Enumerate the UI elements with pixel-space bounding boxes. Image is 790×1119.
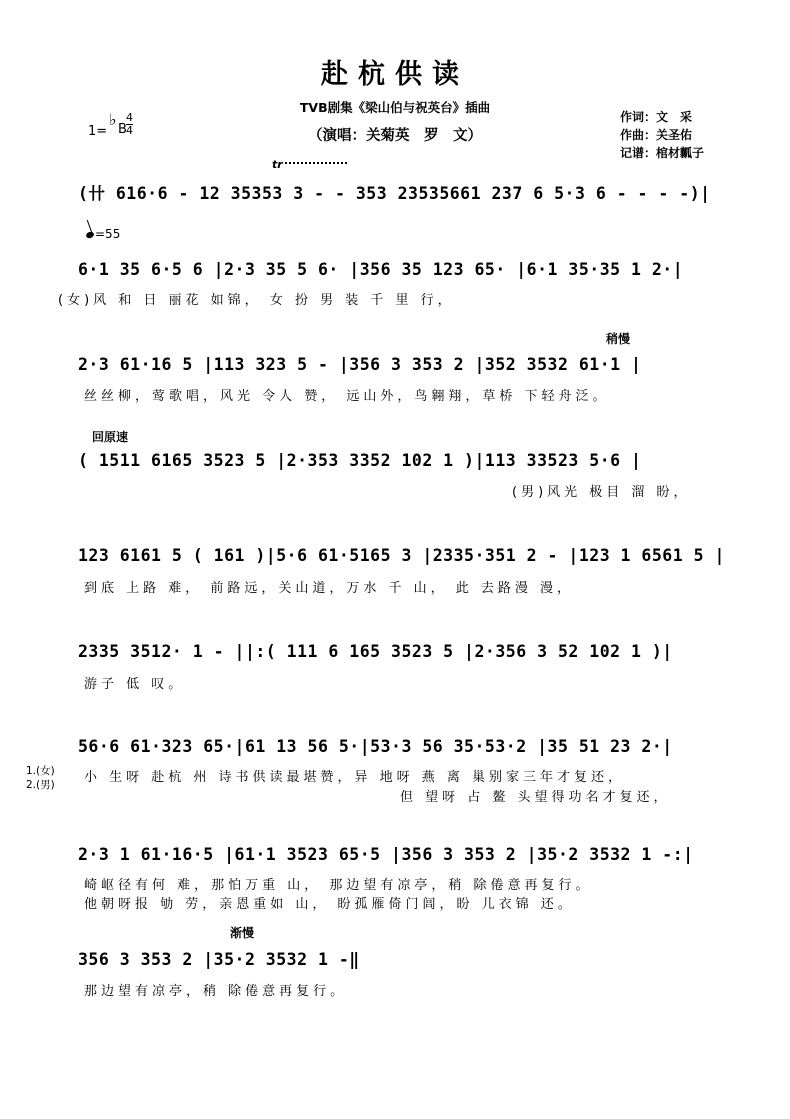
score-line-4: ( 1511 6165 3523 5 |2·353 3352 102 1 )|113 33523 5·6 | xyxy=(78,451,642,470)
lyric-line-7a: 小 生呀 赴杭 州 诗书供读最堪赞，异 地呀 燕 离 巢别家三年才复还， xyxy=(84,770,626,785)
lyric-line-8a: 崎岖径有何 难，那怕万重 山， 那边望有凉亭，稍 除倦意再复行。 xyxy=(84,878,593,893)
score-line-6: 2335 3512· 1 - ||:( 111 6 165 3523 5 |2·356 3 52 102 1 )| xyxy=(78,642,673,661)
lyricist-credit: 作词：文 采 xyxy=(620,110,693,124)
lyric-line-3: 丝丝柳，莺歌唱，风光 令人 赞， 远山外，鸟翱翔，草桥 下轻舟泛。 xyxy=(84,389,610,404)
score-line-2: 6·1 35 6·5 6 |2·3 35 5 6· |356 35 123 65· |6·1 35·35 1 2·| xyxy=(78,260,684,279)
rit-marking-2: 渐慢 xyxy=(230,926,255,940)
key-signature xyxy=(88,110,133,139)
key-label: 1= xyxy=(88,124,108,139)
singers-credit: （演唱：关菊英 罗 文） xyxy=(308,128,482,144)
voice-label-female: 1.(女) xyxy=(26,765,55,777)
song-subtitle: TVB剧集《梁山伯与祝英台》插曲 xyxy=(299,100,491,115)
song-title: 赴杭供读 xyxy=(321,59,469,90)
lyric-line-4: (男)风光 极目 溜 盼， xyxy=(512,485,691,500)
composer-credit: 作曲：关圣佑 xyxy=(620,128,693,142)
score-line-3: 2·3 61·16 5 |113 323 5 - |356 3 353 2 |352 3532 61·1 | xyxy=(78,355,642,374)
lyric-line-5: 到底 上路 难， 前路远，关山道，万水 千 山， 此 去路漫 漫， xyxy=(84,581,575,596)
flat-sign: ♭ xyxy=(109,110,117,129)
a-tempo-marking: 回原速 xyxy=(92,430,129,444)
time-beats: 4 xyxy=(126,111,133,124)
voice-label-male: 2.(男) xyxy=(26,779,55,791)
key-letter: B xyxy=(118,122,127,137)
lyric-line-7b: 但 望呀 占 鳌 头望得功名才复还， xyxy=(400,790,671,805)
time-unit: 4 xyxy=(126,124,133,137)
quarter-note-icon xyxy=(85,231,95,239)
lyric-line-6: 游子 低 叹。 xyxy=(84,677,186,692)
trill-mark: tr xyxy=(272,158,347,171)
rit-marking-1: 稍慢 xyxy=(606,332,631,346)
transcriber-credit: 记谱：棺材瓤子 xyxy=(620,146,705,160)
score-line-8: 2·3 1 61·16·5 |61·1 3523 65·5 |356 3 353 2 |35·2 3532 1 -:| xyxy=(78,845,694,864)
score-line-5: 123 6161 5 ( 161 )|5·6 61·5165 3 |2335·351 2 - |123 1 6561 5 | xyxy=(78,546,725,565)
lyric-line-8b: 他朝呀报 劬 劳，亲恩重如 山， 盼孤雁倚门闾，盼 儿衣锦 还。 xyxy=(84,897,575,912)
lyric-line-2: (女)风 和 日 丽花 如锦， 女 扮 男 装 千 里 行， xyxy=(58,293,455,308)
time-signature xyxy=(126,112,133,137)
score-line-1: (卄 616·6 - 12 35353 3 - - 353 23535661 237 6 5·3 6 - - - -)| xyxy=(78,184,711,203)
score-line-7: 56·6 61·323 65·|61 13 56 5·|53·3 56 35·53·2 |35 51 23 2·| xyxy=(78,737,673,756)
tempo-marking: =55 xyxy=(86,227,120,241)
trill-wave xyxy=(285,162,347,168)
lyric-line-9: 那边望有凉亭，稍 除倦意再复行。 xyxy=(84,984,348,999)
score-line-9: 356 3 353 2 |35·2 3532 1 -‖ xyxy=(78,950,360,969)
